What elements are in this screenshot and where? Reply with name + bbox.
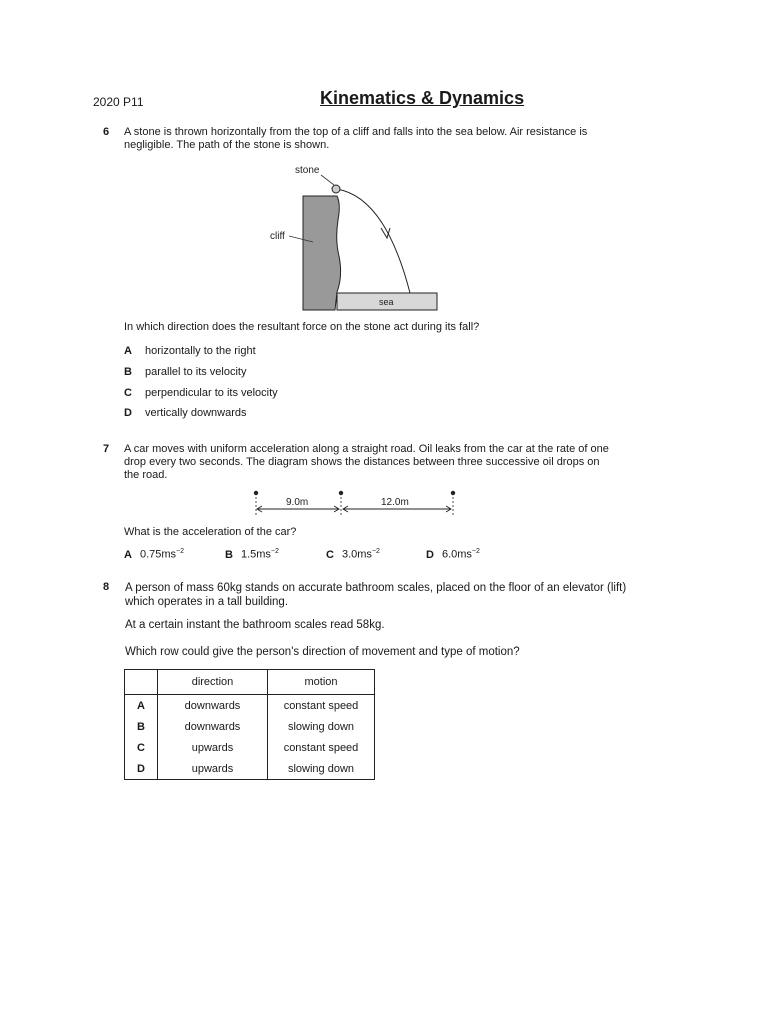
option-letter: C	[326, 548, 334, 561]
option-text: parallel to its velocity	[145, 366, 247, 378]
question-8-intro: A person of mass 60kg stands on accurate bathroom scales, placed on the floor of an elevator (lift) which operates in a tall building.	[125, 582, 627, 608]
option-value: 3.0	[341, 548, 358, 561]
option-exponent: −2	[176, 548, 185, 555]
option-7c	[326, 548, 380, 561]
question-8-stem: Which row could give the person's direction of movement and type of motion?	[125, 646, 520, 658]
table-header-row	[125, 670, 375, 695]
row-direction: upwards	[158, 758, 268, 780]
paper-code: 2020 P11	[93, 95, 144, 109]
gap-1-label: 9.0m	[286, 497, 309, 508]
option-7b	[225, 548, 279, 561]
question-7-stem: What is the acceleration of the car?	[124, 526, 297, 538]
row-direction: upwards	[158, 737, 268, 758]
page-title: Kinematics & Dynamics	[320, 88, 525, 108]
question-8-line2: At a certain instant the bathroom scales read 58kg.	[125, 619, 385, 631]
stone-label: stone	[295, 165, 320, 176]
stone-pointer	[321, 175, 334, 185]
option-letter: D	[124, 407, 132, 419]
option-7a	[124, 548, 184, 561]
table-header-direction: direction	[158, 670, 268, 695]
option-letter: B	[225, 548, 233, 561]
option-exponent: −2	[270, 548, 279, 555]
table-header-motion: motion	[268, 670, 375, 695]
question-6-number: 6	[103, 126, 110, 138]
option-letter: A	[124, 345, 132, 357]
cliff-shape	[303, 196, 341, 310]
option-6a	[124, 345, 256, 357]
row-direction: downwards	[158, 716, 268, 737]
cliff-diagram	[265, 158, 445, 314]
question-8-number: 8	[103, 581, 110, 593]
table-row	[125, 716, 375, 737]
row-letter: B	[125, 716, 158, 737]
option-unit: ms	[357, 548, 372, 561]
row-letter: A	[125, 695, 158, 717]
question-7-number: 7	[103, 443, 110, 455]
row-direction: downwards	[158, 695, 268, 717]
row-motion: constant speed	[268, 737, 375, 758]
oil-drop-3	[451, 491, 455, 495]
gap-2-label: 12.0m	[381, 497, 409, 508]
motion-table	[124, 669, 375, 780]
option-value: 6.0	[441, 548, 458, 561]
trajectory-path	[336, 189, 410, 293]
question-7-intro: A car moves with uniform acceleration along a straight road. Oil leaks from the car at the rate of one drop every two seconds. The diagram shows the distances between three successive oil drops on the road.	[124, 443, 609, 481]
option-letter: D	[426, 548, 434, 561]
option-6b	[124, 366, 247, 378]
table-row	[125, 737, 375, 758]
option-exponent: −2	[371, 548, 380, 555]
row-letter: C	[125, 737, 158, 758]
cliff-label: cliff	[270, 231, 285, 242]
stone-dot	[332, 185, 340, 193]
row-motion: constant speed	[268, 695, 375, 717]
oil-drops-diagram	[248, 487, 463, 519]
row-letter: D	[125, 758, 158, 780]
option-value: 1.5	[240, 548, 257, 561]
table-header-blank	[125, 670, 158, 695]
question-6-intro: A stone is thrown horizontally from the top of a cliff and falls into the sea below. Air resistance is negligible. The path of the stone is shown.	[124, 126, 588, 151]
option-text: perpendicular to its velocity	[145, 387, 278, 399]
option-letter: C	[124, 387, 132, 399]
option-letter: B	[124, 366, 132, 378]
question-6-stem: In which direction does the resultant force on the stone act during its fall?	[124, 321, 480, 333]
option-unit: ms	[161, 548, 177, 561]
row-motion: slowing down	[268, 716, 375, 737]
option-text: vertically downwards	[145, 407, 247, 419]
oil-drop-2	[339, 491, 343, 495]
option-letter: A	[124, 548, 132, 561]
sea-label: sea	[379, 297, 394, 307]
table-row	[125, 695, 375, 717]
option-7d	[426, 548, 480, 561]
option-exponent: −2	[471, 548, 480, 555]
option-unit: ms	[256, 548, 271, 561]
option-text: horizontally to the right	[145, 345, 256, 357]
option-unit: ms	[457, 548, 472, 561]
option-6d	[124, 407, 246, 419]
option-6c	[124, 387, 278, 399]
oil-drop-1	[254, 491, 258, 495]
row-motion: slowing down	[268, 758, 375, 780]
option-value: 0.75	[139, 548, 162, 561]
table-row	[125, 758, 375, 780]
